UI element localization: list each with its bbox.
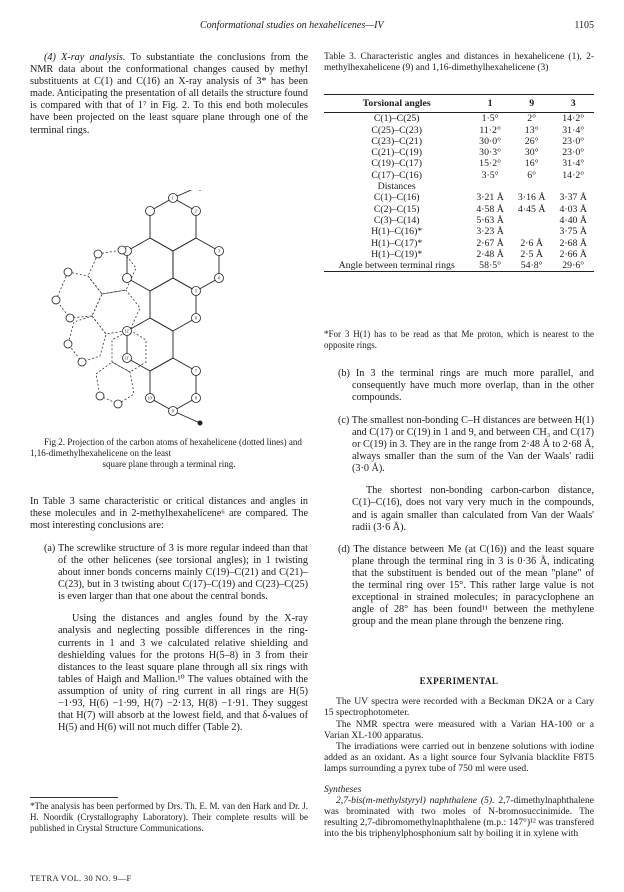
table-row — [324, 125, 594, 136]
solid-ring — [150, 278, 196, 331]
table-cell: 5·63 Å — [476, 214, 504, 226]
right-body-text — [324, 358, 594, 639]
table-cell: 31·4° — [562, 158, 585, 170]
table-footnote: *For 3 H(1) has to be read as that Me proton, which is nearest to the opposite rings. — [324, 329, 594, 350]
table-header-row — [324, 95, 594, 113]
table-cell: C(1)–C(16) — [373, 192, 420, 204]
table-row — [324, 260, 594, 272]
conclusion-d: (d) The distance between Me (at C(16)) and the least square plane through the terminal ring in 3 is 0·36 Å, indicating that the substituent is bended out of the mean "plane" of the terminal ring over 15°. This rather large value is not exceptional in strained molecules; in paracyclophene an angle of 28° has been found¹¹ between the methylene group and the mean plane through the benzene ring. — [338, 543, 594, 628]
table-row — [324, 136, 594, 147]
table-cell: 31·4° — [562, 124, 585, 136]
table-cell: 14·2° — [562, 113, 585, 125]
compound-name: 2,7-bis(m-methylstyryl) naphthalene (5). — [336, 794, 495, 806]
table-cell: 30° — [524, 147, 539, 159]
conclusion-a: (a) The screwlike structure of 3 is more regular indeed than that of the other helicenes (see torsional angles); in 1 twisting about inner bonds concerns mainly C(19)–C(21) and C(21)–C(23), but in 3 twisting about C(17)–C(19) and C(23)–C(25) is even larger than that one about the central bonds. — [44, 542, 308, 603]
table-cell: 2·5 Å — [520, 248, 543, 260]
table-cell: C(21)–C(19) — [371, 147, 422, 159]
table-cell: 2·66 Å — [559, 248, 587, 260]
experimental-heading: EXPERIMENTAL — [419, 676, 499, 686]
running-title: Conformational studies on hexahelicenes—IV — [200, 20, 384, 31]
table-cell: C(19)–C(17) — [371, 158, 422, 170]
table-cell: 30·3° — [479, 147, 502, 159]
solid-ring — [127, 238, 173, 291]
table-cell: 16° — [524, 158, 539, 170]
left-body-text — [30, 486, 308, 744]
table-cell: C(23)–C(21) — [371, 135, 422, 147]
atom-marker — [78, 358, 86, 366]
table-cell: C(3)–C(14) — [373, 214, 420, 226]
atom-label: 8' — [194, 396, 198, 401]
atom-marker — [118, 246, 126, 254]
table-cell: 4·58 Å — [476, 203, 504, 215]
atom-label: 5' — [194, 289, 198, 294]
xray-analysis-paragraph: (4) X-ray analysis. To substantiate the conclusions from the NMR data about the conformational changes caused by methyl substituents at C(1) and C(16) an X-ray analysis of 3* has been made. Anticipating the presentation of all details the structure found is compared with that of 1⁷ in Fig. 2. To this end both molecules have been projected on the least square plane through one of the terminal rings. — [30, 52, 308, 136]
synthesis-paragraph: 2,7-bis(m-methylstyryl) naphthalene (5). 2,7-dimethylnaphthalene was brominated with two moles of N-bromosuccinimide. The resulting 2,7-dibromomethylnaphthalene (m.p.: 147°)¹² was transfered into the bis triphenylphosphonium salt by boiling it in xylene with — [324, 794, 594, 840]
table3 — [324, 94, 594, 272]
table-cell: H(1)–C(17)* — [371, 237, 423, 249]
table-cell: 3·5° — [481, 169, 499, 181]
table-row — [324, 238, 594, 249]
table-cell: 6° — [527, 169, 537, 181]
table3-intro-paragraph: In Table 3 same characteristic or critical distances and angles in these molecules and in 2-methylhexahelicene⁶ are compared. The most interesting conclusions are: — [30, 496, 308, 532]
table-cell: 29·6° — [552, 260, 594, 272]
xray-analysis-heading: (4) X-ray analysis. — [44, 52, 126, 63]
table-cell: 26° — [524, 135, 539, 147]
table-section-label: Distances — [377, 181, 416, 193]
table-cell: C(1)–C(25) — [373, 113, 420, 125]
atom-marker — [52, 296, 60, 304]
table-row — [324, 158, 594, 169]
table-cell: 23·0° — [562, 135, 585, 147]
atom-label: 10' — [147, 396, 153, 401]
table-section-row — [324, 181, 594, 192]
table-row — [324, 113, 594, 125]
atom-label: 6' — [194, 316, 198, 321]
table-cell: 54·8° — [511, 260, 553, 272]
table-row — [324, 249, 594, 260]
experimental-section — [324, 676, 594, 840]
table-header-cell: Torsional angles — [324, 95, 469, 113]
table-cell: 3·23 Å — [476, 226, 504, 238]
conclusion-c: (c) The smallest non-bonding C–H distances are between H(1) and C(17) or C(19) in 1 and 9, and between CH₃ and C(17) or C(19) in 3. They are in the range from 2·48 Å to 2·68 Å, always smaller than the sum of the Van der Waals' radii (3·0 Å). — [338, 414, 594, 475]
atom-marker — [64, 268, 72, 276]
table-cell: H(1)–C(16)* — [371, 226, 423, 238]
solid-ring — [147, 358, 196, 411]
atom-marker — [64, 340, 72, 348]
table-cell: C(2)–C(15) — [373, 203, 420, 215]
atom-label: 2' — [194, 209, 198, 214]
table-cell: 1·5° — [481, 113, 499, 125]
table-cell: C(17)–C(16) — [371, 169, 422, 181]
table-cell: 4·45 Å — [517, 203, 546, 215]
table-row — [324, 147, 594, 158]
atom-label: 12' — [124, 329, 130, 334]
atom-label: 11' — [124, 356, 130, 361]
table-row — [324, 226, 594, 237]
conclusion-a-continued: Using the distances and angles found by the X-ray analysis and neglecting possible differences in the ring-currents in 1 and 3 we calculated relative shielding and deshielding values for the protons H(5–8) in 3 from their distances to the least square plane through all six rings with tables of Haigh and Mallion.¹⁰ The values obtained with the assumption of unity of ring current in all rings are H(5) −1·93, H(6) −1·99, H(7) −2·13, H(8) −1·91. They suggest that H(7) will absorb at the lowest field, and that δ-values of H(5) and H(6) will not much differ (Table 2). — [58, 613, 308, 734]
table-cell: 13° — [524, 124, 539, 136]
table-cell: 2·6 Å — [520, 237, 543, 249]
table-cell: 15·2° — [479, 158, 502, 170]
table-cell: 3·37 Å — [559, 192, 587, 204]
table-cell: 2·67 Å — [476, 237, 504, 249]
table-cell: 2·68 Å — [559, 237, 587, 249]
syntheses-heading: Syntheses — [324, 783, 362, 795]
table-cell: 11·2° — [479, 124, 501, 136]
table-cell: 23·0° — [562, 147, 585, 159]
table-cell: 2° — [527, 113, 537, 125]
table-cell: 14·2° — [562, 169, 585, 181]
atom-label: 7' — [194, 369, 198, 374]
atom-marker — [94, 250, 102, 258]
atom-marker — [66, 314, 74, 322]
table3-caption: Table 3. Characteristic angles and distances in hexahelicene (1), 2-methylhexahelicene (9) and 1,16-dimethylhexahelicene (3) — [324, 52, 594, 73]
table-header-cell: 9 — [511, 95, 553, 113]
table-row — [324, 170, 594, 181]
table-cell — [511, 215, 553, 226]
table-header-cell: 1 — [469, 95, 511, 113]
conclusion-c-continued: The shortest non-bonding carbon-carbon distance, C(1)–C(16), does not vary very much in the compounds, and is again smaller than calculated from Van der Waals' radii (3·6 Å). — [352, 485, 594, 533]
table-row — [324, 192, 594, 203]
table-cell: C(25)–C(23) — [371, 124, 422, 136]
atom-label: 1' — [171, 196, 175, 201]
solid-ring — [150, 198, 196, 251]
page-number: 1105 — [574, 20, 594, 31]
table-cell: Angle between terminal rings — [324, 260, 469, 272]
table-cell: 2·48 Å — [476, 248, 504, 260]
figure-caption-line1: Fig 2. Projection of the carbon atoms of hexahelicene (dotted lines) and 1,16-dimethylhexahelicene on the least — [30, 437, 302, 458]
table-cell: H(1)–C(19)* — [371, 248, 423, 260]
left-column — [30, 52, 308, 137]
table-header-cell: 3 — [552, 95, 594, 113]
footnote-rule — [30, 797, 118, 798]
table-cell: 3·21 Å — [476, 192, 504, 204]
table-cell: 30·0° — [479, 135, 502, 147]
table-row — [324, 204, 594, 215]
atom-label: 4' — [217, 276, 221, 281]
figure-caption — [30, 437, 308, 469]
atom-label: 9' — [171, 409, 175, 414]
atom-marker — [96, 392, 104, 400]
conclusion-b: (b) In 3 the terminal rings are much more parallel, and consequently have much more overlap, than in the other compounds. — [338, 368, 594, 404]
experimental-paragraph: The irradiations were carried out in benzene solutions with iodine added as an oxidant. As a light source four Sylvania blacklite F8T5 lamps surrounding a pyrex tube of 750 ml were used. — [324, 741, 594, 775]
atom-label: 3' — [217, 249, 221, 254]
table-cell: 4·03 Å — [559, 203, 587, 215]
solid-ring — [173, 238, 219, 291]
page-footer: TETRA VOL. 30 NO. 9—F — [30, 873, 132, 883]
footnote: *The analysis has been performed by Drs. Th. E. M. van den Hark and Dr. J. H. Noordik (Crystallography Laboratory). Their complete results will be published in Crystal Structure Communications. — [30, 801, 308, 833]
table-cell: 4·40 Å — [559, 214, 587, 226]
atom-marker — [114, 400, 122, 408]
table-row — [324, 215, 594, 226]
figure-caption-line2: square plane through a terminal ring. — [102, 458, 236, 469]
running-header — [0, 20, 624, 34]
table-cell: 58·5° — [469, 260, 511, 272]
experimental-paragraph: The UV spectra were recorded with a Beckman DK2A or a Cary 15 spectrophotometer. — [324, 696, 594, 719]
atom-marker — [123, 274, 132, 283]
projection-figure — [50, 190, 290, 435]
experimental-paragraph: The NMR spectra were measured with a Varian HA-100 or a Varian XL-100 apparatus. — [324, 718, 594, 741]
solid-ring — [124, 318, 173, 371]
dotted-ring — [56, 272, 102, 318]
table-cell: 3·75 Å — [559, 226, 587, 238]
dotted-ring — [68, 316, 106, 362]
atom-marker — [146, 207, 155, 216]
table-cell: 3·16 Å — [517, 192, 546, 204]
table-cell — [511, 226, 553, 237]
